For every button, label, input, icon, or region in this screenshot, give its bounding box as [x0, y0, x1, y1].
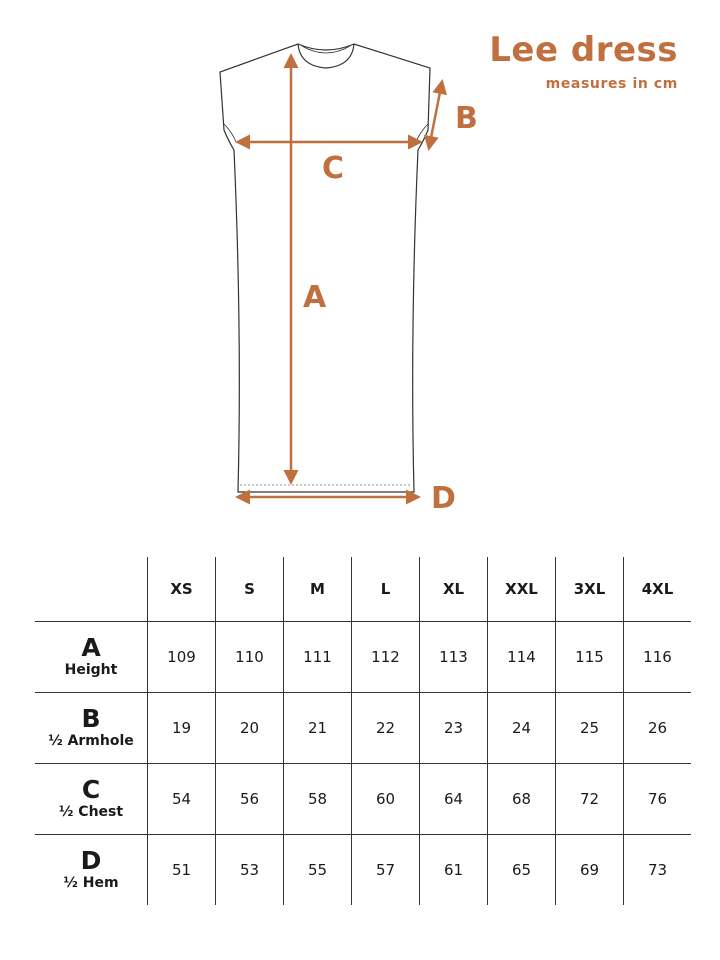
row-letter: C [81, 775, 101, 804]
table-cell: 112 [352, 622, 420, 693]
table-cell: 60 [352, 764, 420, 835]
table-cell: 68 [488, 764, 556, 835]
size-header: 4XL [624, 557, 692, 622]
table-cell: 25 [556, 693, 624, 764]
size-header: XL [420, 557, 488, 622]
table-row [35, 835, 691, 906]
measure-lines [238, 56, 442, 497]
table-cell: 73 [624, 835, 692, 906]
label-b: B [455, 101, 478, 136]
size-header: M [284, 557, 352, 622]
row-label: Height [64, 662, 118, 678]
table-cell: 114 [488, 622, 556, 693]
row-header [35, 622, 148, 693]
table-cell: 61 [420, 835, 488, 906]
table-cell: 55 [284, 835, 352, 906]
table-cell: 54 [148, 764, 216, 835]
row-label: ½ Chest [58, 804, 124, 820]
size-header: XS [148, 557, 216, 622]
table-cell: 53 [216, 835, 284, 906]
table-cell: 65 [488, 835, 556, 906]
size-header: XXL [488, 557, 556, 622]
table-cell: 26 [624, 693, 692, 764]
table-cell: 76 [624, 764, 692, 835]
row-header [35, 835, 148, 906]
row-letter: B [81, 704, 101, 733]
table-cell: 64 [420, 764, 488, 835]
table-cell: 115 [556, 622, 624, 693]
size-table [35, 557, 691, 905]
table-row [35, 693, 691, 764]
measure-b-line [429, 82, 442, 148]
dress-outline [220, 44, 430, 492]
label-c: C [322, 151, 345, 186]
row-label: ½ Armhole [48, 733, 134, 749]
table-cell: 51 [148, 835, 216, 906]
row-header [35, 764, 148, 835]
size-header: 3XL [556, 557, 624, 622]
table-row [35, 764, 691, 835]
table-cell: 23 [420, 693, 488, 764]
table-corner-cell [35, 557, 148, 622]
table-header-row [35, 557, 691, 622]
table-cell: 58 [284, 764, 352, 835]
table-cell: 22 [352, 693, 420, 764]
size-header: S [216, 557, 284, 622]
row-letter: A [81, 633, 101, 662]
table-cell: 110 [216, 622, 284, 693]
table-cell: 57 [352, 835, 420, 906]
table-cell: 20 [216, 693, 284, 764]
table-row [35, 622, 691, 693]
table-cell: 56 [216, 764, 284, 835]
label-a: A [303, 280, 327, 315]
table-cell: 113 [420, 622, 488, 693]
table-cell: 21 [284, 693, 352, 764]
table-cell: 19 [148, 693, 216, 764]
size-header: L [352, 557, 420, 622]
table-cell: 109 [148, 622, 216, 693]
table-cell: 72 [556, 764, 624, 835]
table-cell: 111 [284, 622, 352, 693]
row-letter: D [80, 846, 102, 875]
row-header [35, 693, 148, 764]
page-title: Lee dress [489, 30, 678, 70]
table-cell: 69 [556, 835, 624, 906]
page-subtitle: measures in cm [545, 76, 678, 92]
row-label: ½ Hem [63, 875, 119, 891]
table-cell: 116 [624, 622, 692, 693]
table-cell: 24 [488, 693, 556, 764]
label-d: D [431, 481, 456, 516]
